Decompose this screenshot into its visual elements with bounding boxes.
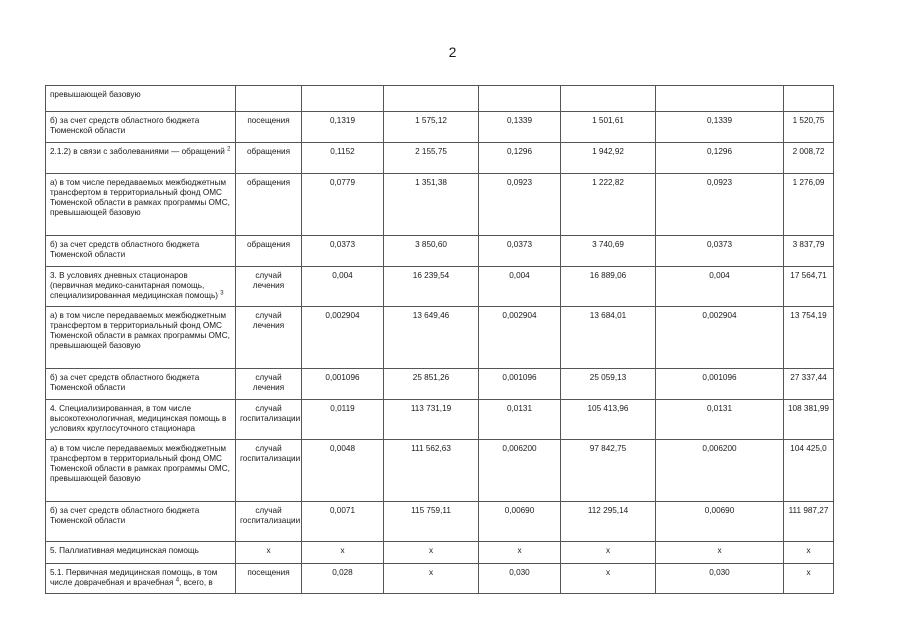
row-description xyxy=(46,174,236,236)
row-value-3: 0,002904 xyxy=(479,307,561,369)
table-row xyxy=(46,236,834,267)
row-value-1: 0,0071 xyxy=(302,502,384,542)
row-value-6: 104 425,0 xyxy=(784,440,834,502)
row-description-text: а) в том числе передаваемых межбюджетным трансфертом в территориальный фонд ОМС Тюменской области в рамках программы ОМС, превышающей базовую xyxy=(50,178,230,217)
row-value-6: 108 381,99 xyxy=(784,400,834,440)
table-row xyxy=(46,307,834,369)
row-value-2: х xyxy=(384,564,479,594)
row-description-tail: , всего, в xyxy=(179,578,213,587)
table-row xyxy=(46,440,834,502)
row-value-2 xyxy=(384,86,479,112)
row-unit: обращения xyxy=(236,143,302,174)
row-value-1: 0,1319 xyxy=(302,112,384,143)
row-description xyxy=(46,267,236,307)
row-unit: посещения xyxy=(236,112,302,143)
row-value-4: 1 501,61 xyxy=(561,112,656,143)
row-value-3: 0,030 xyxy=(479,564,561,594)
row-unit xyxy=(236,86,302,112)
row-value-5: 0,0373 xyxy=(656,236,784,267)
row-value-5: 0,1296 xyxy=(656,143,784,174)
row-value-5: 0,0923 xyxy=(656,174,784,236)
row-value-1: 0,028 xyxy=(302,564,384,594)
row-description-text: превышающей базовую xyxy=(50,90,141,99)
row-unit: случай госпитализации xyxy=(236,502,302,542)
row-value-3: 0,1296 xyxy=(479,143,561,174)
row-value-6: 2 008,72 xyxy=(784,143,834,174)
row-value-4: 16 889,06 xyxy=(561,267,656,307)
row-description-text: 4. Специализированная, в том числе высокотехнологичная, медицинская помощь в условиях круглосуточного стационара xyxy=(50,404,227,433)
table-row xyxy=(46,174,834,236)
row-value-1: 0,0119 xyxy=(302,400,384,440)
row-value-5: 0,1339 xyxy=(656,112,784,143)
row-value-6 xyxy=(784,86,834,112)
row-value-5: 0,030 xyxy=(656,564,784,594)
row-value-6: 27 337,44 xyxy=(784,369,834,400)
row-value-2: 115 759,11 xyxy=(384,502,479,542)
row-value-6: 3 837,79 xyxy=(784,236,834,267)
row-value-2: 25 851,26 xyxy=(384,369,479,400)
row-value-1: 0,0779 xyxy=(302,174,384,236)
row-value-5: 0,00690 xyxy=(656,502,784,542)
row-unit: посещения xyxy=(236,564,302,594)
row-description-text: б) за счет средств областного бюджета Тюменской области xyxy=(50,506,200,525)
table-row xyxy=(46,400,834,440)
table-body xyxy=(46,86,834,594)
row-description xyxy=(46,307,236,369)
row-description xyxy=(46,400,236,440)
row-unit: х xyxy=(236,542,302,564)
row-value-1: 0,001096 xyxy=(302,369,384,400)
row-value-5: 0,006200 xyxy=(656,440,784,502)
row-value-2: 1 575,12 xyxy=(384,112,479,143)
row-value-6: 1 520,75 xyxy=(784,112,834,143)
row-value-4: 1 942,92 xyxy=(561,143,656,174)
row-value-6: 13 754,19 xyxy=(784,307,834,369)
row-value-6: 111 987,27 xyxy=(784,502,834,542)
row-value-4: 112 295,14 xyxy=(561,502,656,542)
row-value-5: 0,002904 xyxy=(656,307,784,369)
row-unit: обращения xyxy=(236,236,302,267)
row-value-2: 113 731,19 xyxy=(384,400,479,440)
row-description xyxy=(46,143,236,174)
row-value-3: 0,0923 xyxy=(479,174,561,236)
row-value-6: х xyxy=(784,564,834,594)
row-description xyxy=(46,502,236,542)
footnote-marker: 4 xyxy=(175,577,180,584)
table-row xyxy=(46,564,834,594)
row-value-2: 111 562,63 xyxy=(384,440,479,502)
row-description xyxy=(46,86,236,112)
row-value-3: 0,001096 xyxy=(479,369,561,400)
row-value-5: 0,001096 xyxy=(656,369,784,400)
row-value-5 xyxy=(656,86,784,112)
row-value-4: 3 740,69 xyxy=(561,236,656,267)
row-value-4: 97 842,75 xyxy=(561,440,656,502)
footnote-marker: 3 xyxy=(220,290,224,297)
row-description-text: б) за счет средств областного бюджета Тюменской области xyxy=(50,373,200,392)
row-description-text: а) в том числе передаваемых межбюджетным трансфертом в территориальный фонд ОМС Тюменской области в рамках программы ОМС, превышающей базовую xyxy=(50,444,230,483)
row-description-text: 5. Паллиативная медицинская помощь xyxy=(50,546,199,555)
row-description xyxy=(46,369,236,400)
row-unit: обращения xyxy=(236,174,302,236)
row-unit: случай лечения xyxy=(236,307,302,369)
row-value-3: 0,004 xyxy=(479,267,561,307)
financing-norms-table xyxy=(45,85,834,594)
page-number: 2 xyxy=(448,44,457,60)
row-value-5: 0,0131 xyxy=(656,400,784,440)
row-value-2: 3 850,60 xyxy=(384,236,479,267)
row-description xyxy=(46,236,236,267)
row-value-1: 0,1152 xyxy=(302,143,384,174)
row-value-1: 0,004 xyxy=(302,267,384,307)
row-value-4: х xyxy=(561,564,656,594)
row-value-2: 16 239,54 xyxy=(384,267,479,307)
row-value-5: 0,004 xyxy=(656,267,784,307)
row-value-3: 0,006200 xyxy=(479,440,561,502)
row-description-text: 3. В условиях дневных стационаров (первичная медико-санитарная помощь, специализированная медицинская помощь) xyxy=(50,271,218,300)
row-value-1 xyxy=(302,86,384,112)
row-value-3: х xyxy=(479,542,561,564)
row-value-4: х xyxy=(561,542,656,564)
row-value-4: 13 684,01 xyxy=(561,307,656,369)
table-row xyxy=(46,267,834,307)
row-value-2: 2 155,75 xyxy=(384,143,479,174)
row-value-6: 1 276,09 xyxy=(784,174,834,236)
row-description-text: 2.1.2) в связи с заболеваниями — обращений xyxy=(50,147,225,156)
row-description xyxy=(46,112,236,143)
table-row xyxy=(46,369,834,400)
row-value-4: 1 222,82 xyxy=(561,174,656,236)
row-description-text: 5.1. Первичная медицинская помощь, в том числе доврачебная и врачебная xyxy=(50,568,218,587)
table-row xyxy=(46,112,834,143)
row-value-3 xyxy=(479,86,561,112)
table-row xyxy=(46,143,834,174)
row-description-text: б) за счет средств областного бюджета Тюменской области xyxy=(50,240,200,259)
row-unit: случай госпитализации xyxy=(236,400,302,440)
row-value-2: 13 649,46 xyxy=(384,307,479,369)
row-description xyxy=(46,440,236,502)
row-value-3: 0,00690 xyxy=(479,502,561,542)
row-value-3: 0,0131 xyxy=(479,400,561,440)
row-value-4: 105 413,96 xyxy=(561,400,656,440)
row-description-text: а) в том числе передаваемых межбюджетным трансфертом в территориальный фонд ОМС Тюменской области в рамках программы ОМС, превышающей базовую xyxy=(50,311,230,350)
row-value-4: 25 059,13 xyxy=(561,369,656,400)
row-unit: случай госпитализации xyxy=(236,440,302,502)
row-value-6: х xyxy=(784,542,834,564)
row-value-1: х xyxy=(302,542,384,564)
row-value-4 xyxy=(561,86,656,112)
row-value-1: 0,0048 xyxy=(302,440,384,502)
row-value-2: х xyxy=(384,542,479,564)
row-value-3: 0,1339 xyxy=(479,112,561,143)
row-description xyxy=(46,564,236,594)
row-value-3: 0,0373 xyxy=(479,236,561,267)
table-row xyxy=(46,502,834,542)
row-value-6: 17 564,71 xyxy=(784,267,834,307)
row-value-1: 0,0373 xyxy=(302,236,384,267)
table-row xyxy=(46,86,834,112)
row-unit: случай лечения xyxy=(236,369,302,400)
row-value-1: 0,002904 xyxy=(302,307,384,369)
row-unit: случай лечения xyxy=(236,267,302,307)
table-row xyxy=(46,542,834,564)
row-value-2: 1 351,38 xyxy=(384,174,479,236)
row-value-5: х xyxy=(656,542,784,564)
row-description xyxy=(46,542,236,564)
footnote-marker: 2 xyxy=(227,146,231,153)
row-description-text: б) за счет средств областного бюджета Тюменской области xyxy=(50,116,200,135)
